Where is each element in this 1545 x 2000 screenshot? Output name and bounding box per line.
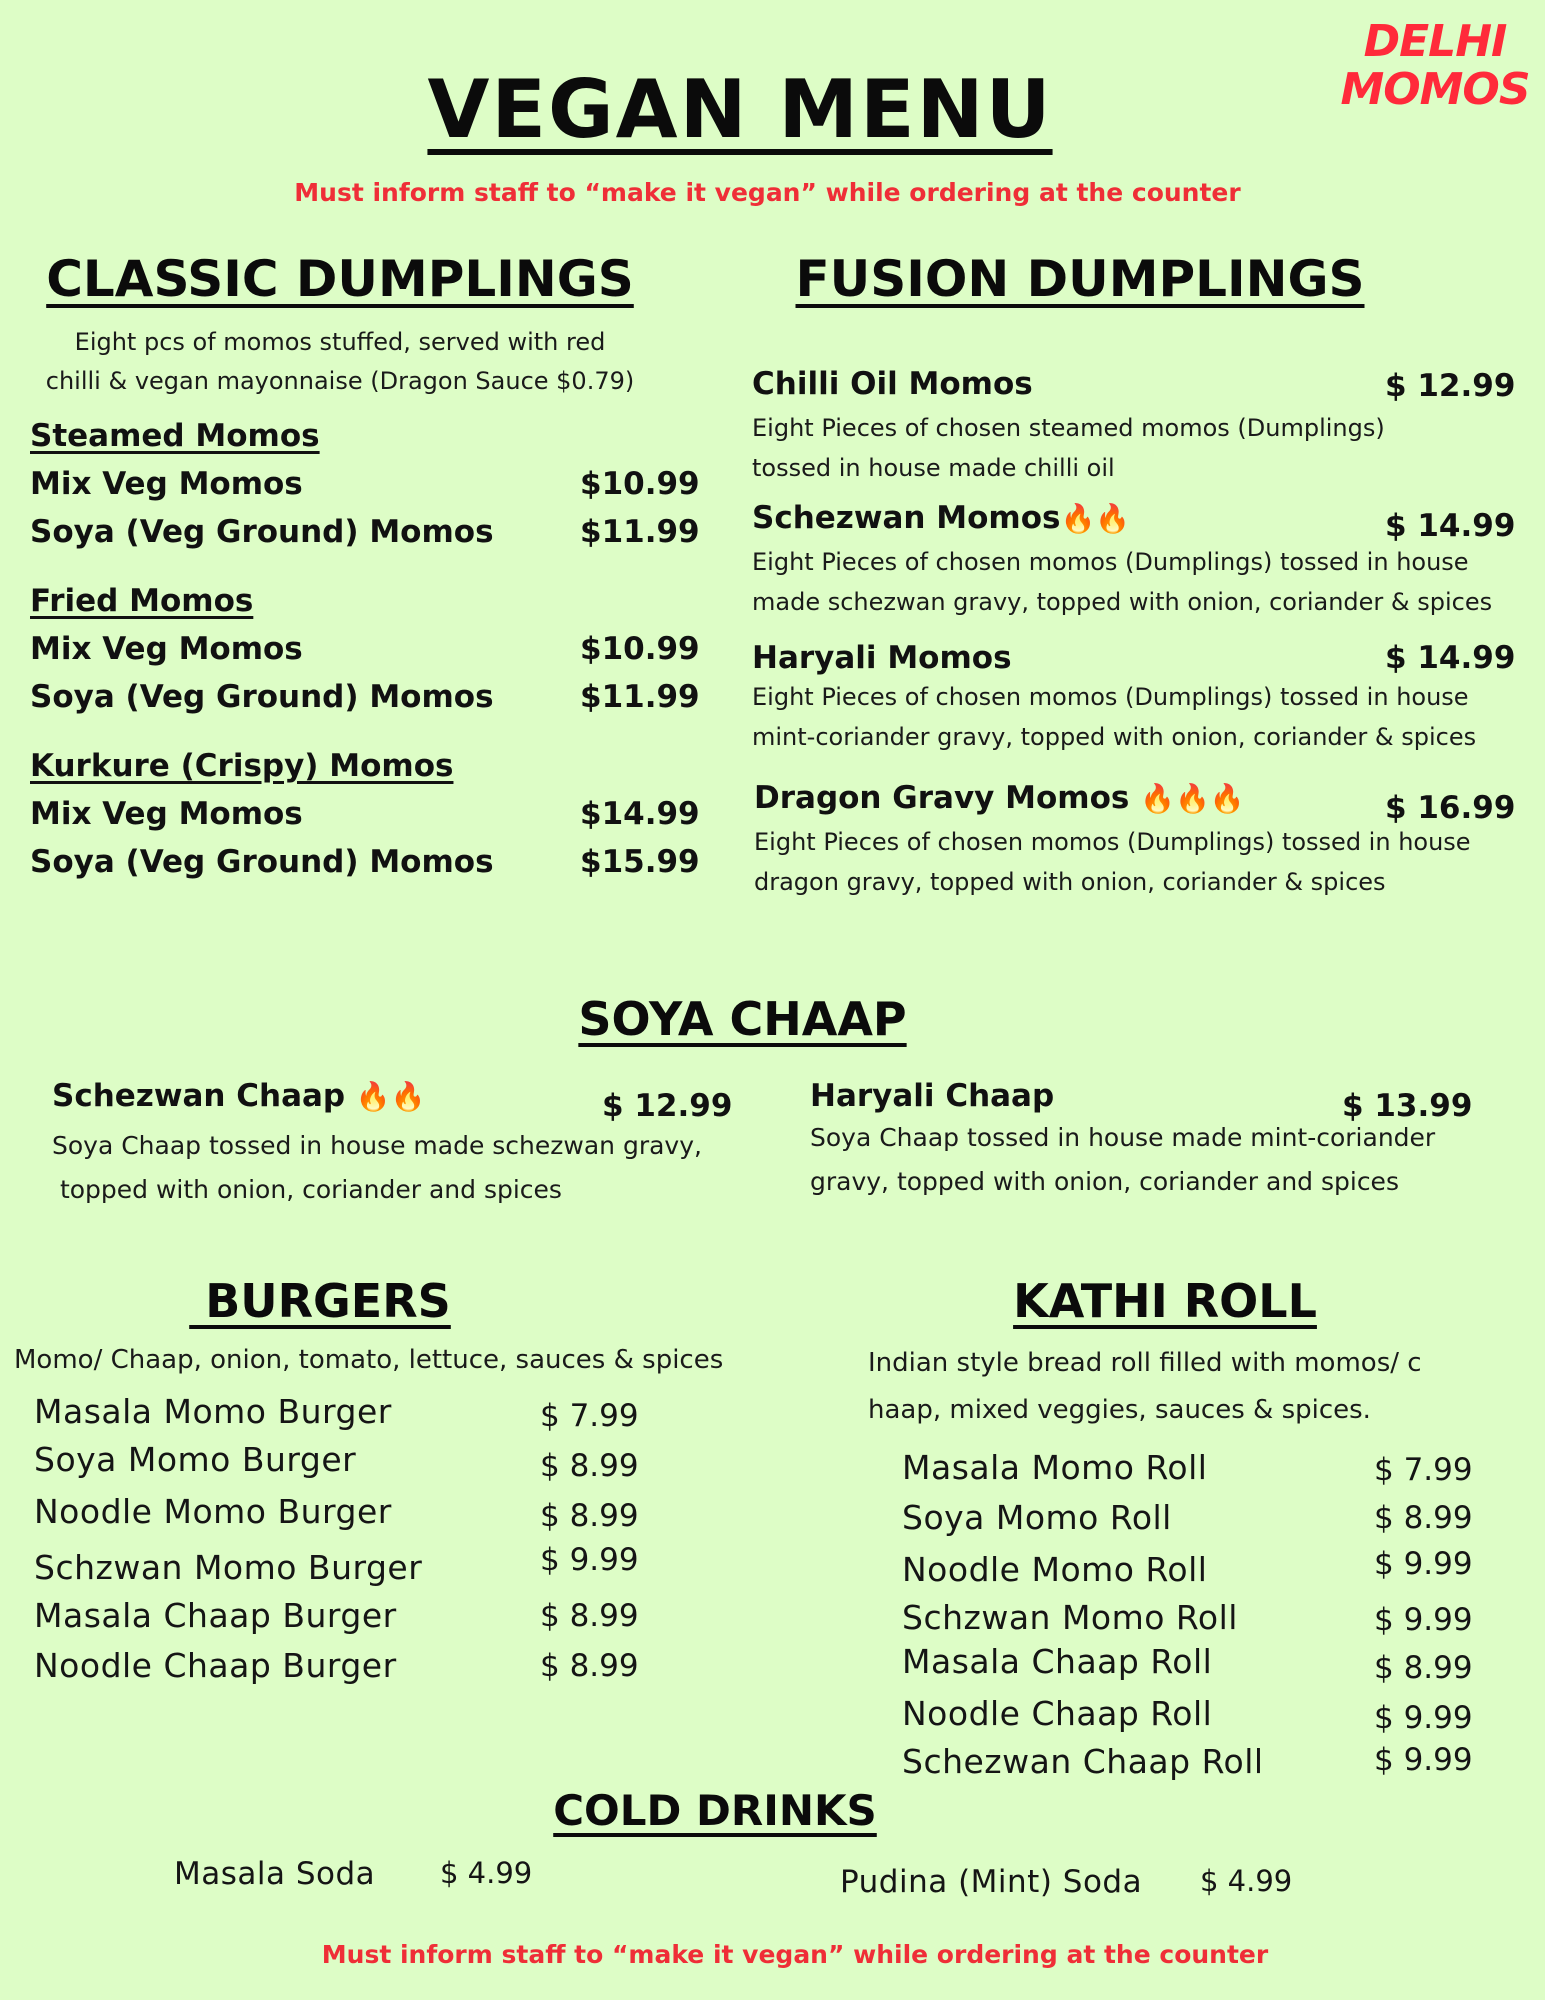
bottom-notice: Must inform staff to “make it vegan” while ordering at the counter — [321, 1940, 1269, 1969]
fusion-desc-line: dragon gravy, topped with onion, coriander & spices — [754, 868, 1386, 896]
page-title: VEGAN MENU — [427, 63, 1053, 156]
classic-desc-line-2: chilli & vegan mayonnaise (Dragon Sauce $0.79) — [45, 367, 635, 395]
classic-item-name: Mix Veg Momos — [30, 631, 303, 667]
classic-item-price: $11.99 — [580, 514, 700, 550]
burger-item-price: $ 8.99 — [540, 1498, 639, 1534]
soya-item-price: $ 13.99 — [1342, 1088, 1473, 1124]
burger-item-name: Noodle Momo Burger — [34, 1492, 392, 1531]
classic-item-name: Soya (Veg Ground) Momos — [30, 514, 494, 550]
fusion-item-name — [752, 366, 1033, 402]
fusion-item-price: $ 14.99 — [1385, 508, 1516, 544]
fusion-item-name — [752, 640, 1012, 676]
fusion-item-name — [752, 500, 1130, 536]
burger-item-price: $ 8.99 — [540, 1448, 639, 1484]
soya-desc-line: gravy, topped with onion, coriander and spices — [810, 1167, 1399, 1196]
fire-icon: 🔥🔥🔥 — [1140, 782, 1245, 815]
soya-item-description — [52, 1124, 752, 1212]
roll-item-name: Soya Momo Roll — [902, 1498, 1172, 1537]
roll-item-name: Noodle Momo Roll — [902, 1550, 1208, 1589]
roll-item-price: $ 8.99 — [1374, 1650, 1473, 1686]
fusion-desc-line: Eight Pieces of chosen momos (Dumplings) tossed in house — [752, 548, 1469, 576]
top-notice: Must inform staff to “make it vegan” while ordering at the counter — [294, 178, 1241, 207]
kathi-desc-line: haap, mixed veggies, sauces & spices. — [868, 1395, 1371, 1425]
fusion-item-label: Dragon Gravy Momos — [754, 780, 1130, 816]
burger-item-name: Soya Momo Burger — [34, 1440, 357, 1479]
drink-item-price: $ 4.99 — [440, 1856, 533, 1890]
kathi-roll-heading: KATHI ROLL — [1013, 1274, 1317, 1328]
kathi-description — [868, 1340, 1508, 1434]
soya-desc-line: Soya Chaap tossed in house made mint-coriander — [810, 1123, 1436, 1152]
classic-group-title: Fried Momos — [30, 583, 254, 619]
burger-item-price: $ 7.99 — [540, 1398, 639, 1434]
drink-item-name: Pudina (Mint) Soda — [840, 1864, 1143, 1900]
roll-item-price: $ 7.99 — [1374, 1452, 1473, 1488]
fusion-item-description — [752, 677, 1542, 757]
burgers-description: Momo/ Chaap, onion, tomato, lettuce, sauces & spices — [14, 1345, 724, 1375]
fire-icon: 🔥🔥 — [355, 1080, 426, 1113]
fusion-item-price: $ 16.99 — [1385, 790, 1516, 826]
burger-item-price: $ 8.99 — [540, 1598, 639, 1634]
roll-item-price: $ 8.99 — [1374, 1500, 1473, 1536]
fusion-desc-line: Eight Pieces of chosen momos (Dumplings) tossed in house — [754, 828, 1471, 856]
soya-item-price: $ 12.99 — [602, 1088, 733, 1124]
roll-item-name: Schzwan Momo Roll — [902, 1598, 1238, 1637]
kathi-desc-line: Indian style bread roll filled with momos/ c — [868, 1348, 1422, 1378]
burger-item-name: Noodle Chaap Burger — [34, 1646, 397, 1685]
classic-item-price: $10.99 — [580, 631, 700, 667]
classic-item-price: $14.99 — [580, 796, 700, 832]
fusion-desc-line: Eight Pieces of chosen momos (Dumplings) tossed in house — [752, 683, 1469, 711]
roll-item-name: Masala Chaap Roll — [902, 1642, 1213, 1681]
soya-desc-line: Soya Chaap tossed in house made schezwan gravy, — [52, 1131, 702, 1160]
roll-item-name: Noodle Chaap Roll — [902, 1694, 1213, 1733]
burger-item-price: $ 9.99 — [540, 1542, 639, 1578]
burger-item-name: Masala Chaap Burger — [34, 1596, 397, 1635]
classic-item-name: Mix Veg Momos — [30, 796, 303, 832]
fusion-item-name — [754, 780, 1245, 816]
soya-chaap-heading: SOYA CHAAP — [578, 992, 907, 1046]
classic-heading: CLASSIC DUMPLINGS — [46, 250, 634, 308]
classic-item-price: $10.99 — [580, 466, 700, 502]
burger-item-name: Schzwan Momo Burger — [34, 1548, 423, 1587]
soya-item-name — [810, 1078, 1054, 1114]
classic-item-name: Soya (Veg Ground) Momos — [30, 679, 494, 715]
fusion-item-price: $ 12.99 — [1385, 368, 1516, 404]
burger-item-price: $ 8.99 — [540, 1648, 639, 1684]
drink-item-name: Masala Soda — [174, 1856, 376, 1892]
fusion-item-price: $ 14.99 — [1385, 640, 1516, 676]
fusion-item-label: Chilli Oil Momos — [752, 366, 1033, 402]
soya-item-name — [52, 1078, 426, 1114]
fusion-item-description — [754, 822, 1544, 902]
logo-line-1: DELHI — [1363, 16, 1507, 67]
fusion-item-label: Schezwan Momos — [752, 500, 1061, 536]
classic-item-name: Mix Veg Momos — [30, 466, 303, 502]
roll-item-price: $ 9.99 — [1374, 1742, 1473, 1778]
roll-item-price: $ 9.99 — [1374, 1700, 1473, 1736]
cold-drinks-heading: COLD DRINKS — [553, 1786, 877, 1835]
soya-desc-line: topped with onion, coriander and spices — [52, 1175, 562, 1204]
logo-line-2: MOMOS — [1340, 64, 1530, 115]
fusion-item-description — [752, 408, 1542, 488]
roll-item-price: $ 9.99 — [1374, 1546, 1473, 1582]
roll-item-name: Schezwan Chaap Roll — [902, 1742, 1264, 1781]
soya-item-label: Schezwan Chaap — [52, 1078, 346, 1114]
soya-item-description — [810, 1116, 1530, 1204]
burger-item-name: Masala Momo Burger — [34, 1392, 392, 1431]
drink-item-price: $ 4.99 — [1200, 1864, 1293, 1898]
classic-item-price: $15.99 — [580, 844, 700, 880]
roll-item-name: Masala Momo Roll — [902, 1448, 1208, 1487]
classic-item-price: $11.99 — [580, 679, 700, 715]
fusion-item-description — [752, 542, 1542, 622]
fusion-desc-line: made schezwan gravy, topped with onion, coriander & spices — [752, 588, 1493, 616]
soya-item-label: Haryali Chaap — [810, 1078, 1055, 1114]
classic-desc-line-1: Eight pcs of momos stuffed, served with red — [74, 328, 606, 356]
classic-group-title: Steamed Momos — [30, 418, 320, 454]
fire-icon: 🔥🔥 — [1060, 502, 1131, 535]
fusion-desc-line: mint-coriander gravy, topped with onion, coriander & spices — [752, 723, 1477, 751]
fusion-desc-line: Eight Pieces of chosen steamed momos (Dumplings) — [752, 414, 1385, 442]
classic-group-title: Kurkure (Crispy) Momos — [30, 748, 454, 784]
roll-item-price: $ 9.99 — [1374, 1602, 1473, 1638]
fusion-desc-line: tossed in house made chilli oil — [752, 454, 1115, 482]
burgers-heading: BURGERS — [189, 1274, 451, 1328]
fusion-heading: FUSION DUMPLINGS — [795, 250, 1365, 308]
fusion-item-label: Haryali Momos — [752, 640, 1012, 676]
classic-description — [20, 323, 660, 401]
classic-item-name: Soya (Veg Ground) Momos — [30, 844, 494, 880]
